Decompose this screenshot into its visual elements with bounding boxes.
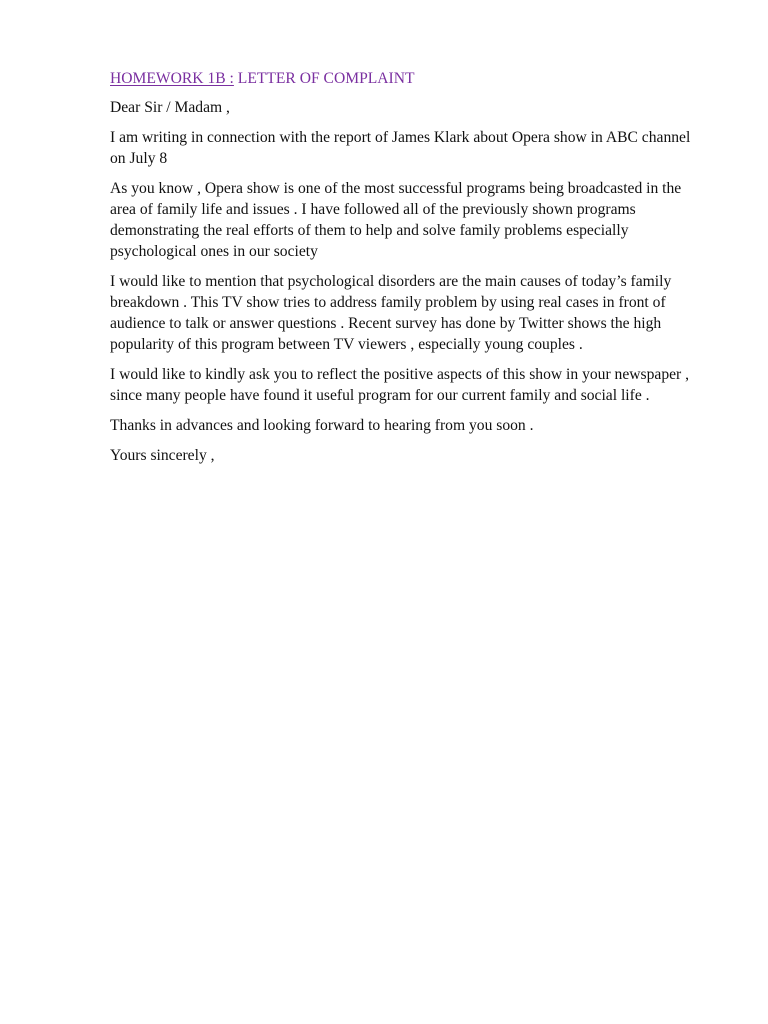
paragraph-3: I would like to mention that psychological disorders are the main causes of today’s family breakdown . This TV show tries to address family problem by using real cases in front of audience to talk or answer questions . Recent survey has done by Twitter shows the high popularity of this program between TV viewers , especially young couples . [110,273,672,353]
homework-label: HOMEWORK 1B : [110,70,234,87]
letter-closing: Yours sincerely , [110,447,215,464]
paragraph-5: Thanks in advances and looking forward to hearing from you soon . [110,417,534,434]
letter-heading [110,68,695,89]
letter-document [110,68,695,466]
paragraph-4: I would like to kindly ask you to reflect the positive aspects of this show in your newspaper , since many people have found it useful program for our current family and social life . [110,366,690,404]
paragraph-2: As you know , Opera show is one of the most successful programs being broadcasted in the area of family life and issues . I have followed all of the previously shown programs demonstrating the real efforts of them to help and solve family problems especially psychological ones in our society [110,180,682,260]
letter-greeting: Dear Sir / Madam , [110,99,230,116]
letter-title: LETTER OF COMPLAINT [237,70,415,87]
paragraph-1: I am writing in connection with the report of James Klark about Opera show in ABC channel on July 8 [110,129,691,167]
